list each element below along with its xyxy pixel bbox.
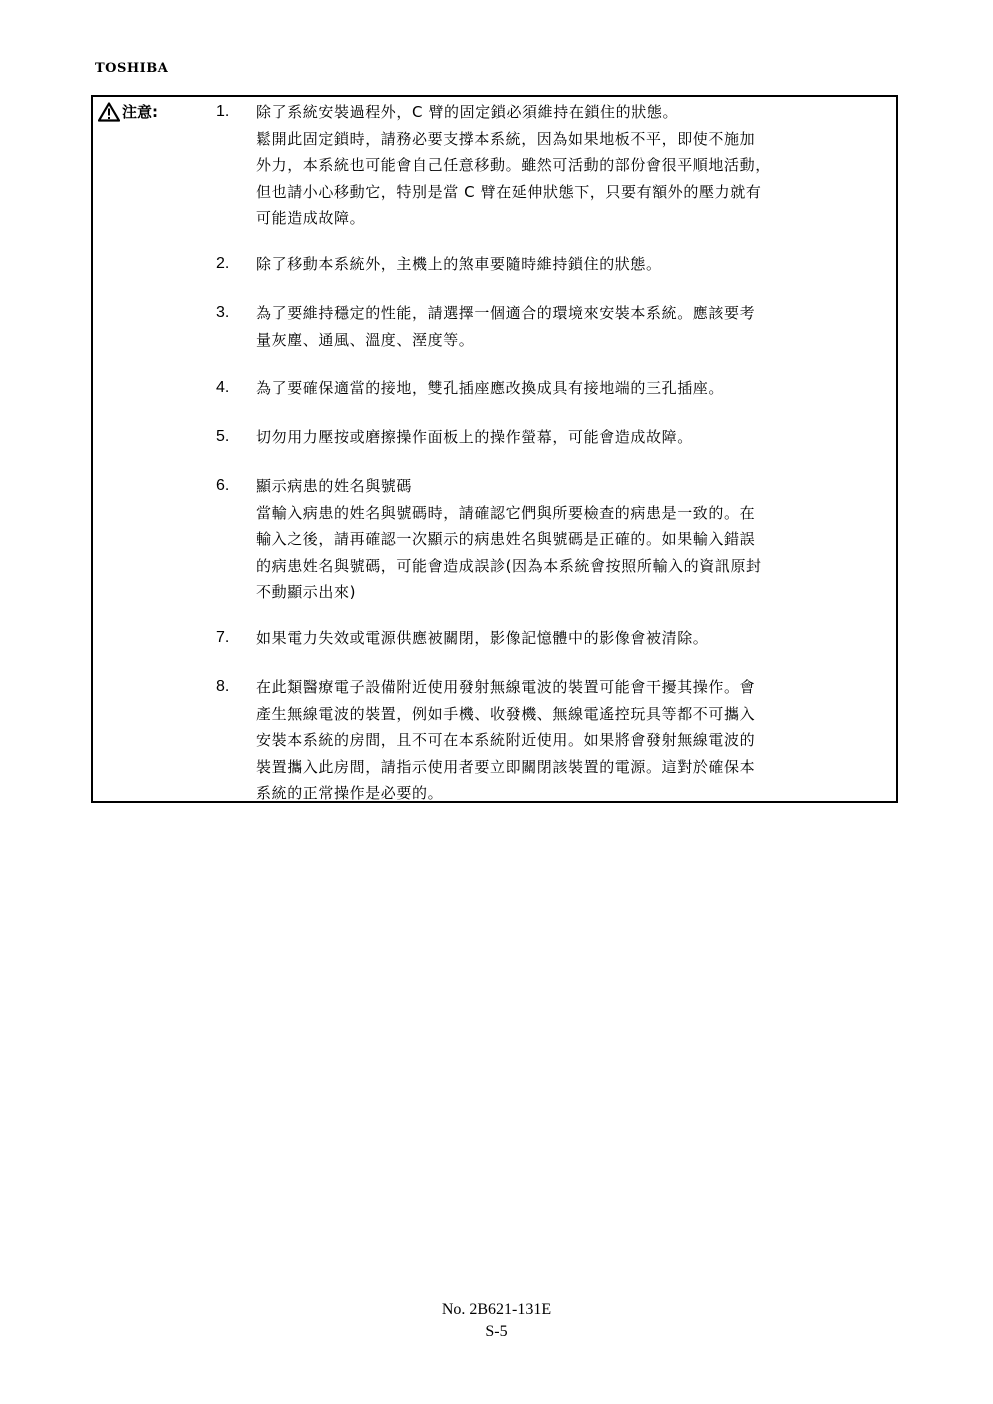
item-number: 6.	[216, 477, 230, 494]
item-line: 如果電力失效或電源供應被關閉，影像記憶體中的影像會被清除。	[256, 629, 709, 647]
item-number: 5.	[216, 428, 230, 445]
item-number: 3.	[216, 304, 230, 321]
item-line: 當輸入病患的姓名與號碼時，請確認它們與所要檢查的病患是一致的。在	[256, 503, 756, 522]
item-line: 為了要確保適當的接地，雙孔插座應改換成具有接地端的三孔插座。	[256, 379, 725, 397]
item-text	[256, 300, 897, 353]
caution-label: 注意:	[122, 103, 158, 121]
item-number: 7.	[216, 629, 230, 646]
item-line: 在此類醫療電子設備附近使用發射無線電波的裝置可能會干擾其操作。會	[256, 678, 756, 696]
caution-heading	[98, 100, 158, 124]
item-line: 顯示病患的姓名與號碼	[256, 477, 413, 495]
item-line: 的病患姓名與號碼，可能會造成誤診(因為本系統會按照所輸入的資訊原封	[256, 556, 762, 575]
page-number: S-5	[485, 1323, 508, 1340]
item-line: 除了移動本系統外，主機上的煞車要隨時維持鎖住的狀態。	[256, 255, 662, 273]
item-line: 切勿用力壓按或磨擦操作面板上的操作螢幕，可能會造成故障。	[256, 428, 693, 446]
item-line: 為了要維持穩定的性能，請選擇一個適合的環境來安裝本系統。應該要考	[256, 304, 756, 322]
item-text	[256, 625, 897, 652]
item-line: 除了系統安裝過程外，C 臂的固定鎖必須維持在鎖住的狀態。	[256, 103, 679, 121]
item-text	[256, 674, 897, 807]
item-text	[256, 99, 897, 232]
item-text	[256, 375, 897, 402]
item-text	[256, 251, 897, 278]
item-line: 量灰塵、通風、溫度、溼度等。	[256, 330, 475, 349]
item-line: 產生無線電波的裝置，例如手機、收發機、無線電遙控玩具等都不可攜入	[256, 704, 756, 723]
item-line: 裝置攜入此房間，請指示使用者要立即關閉該裝置的電源。這對於確保本	[256, 757, 756, 776]
item-number: 2.	[216, 255, 230, 272]
caution-box	[91, 95, 898, 803]
warning-triangle-icon	[98, 102, 120, 122]
item-number: 4.	[216, 379, 230, 396]
item-line: 可能造成故障。	[256, 209, 366, 227]
item-line: 外力，本系統也可能會自己任意移動。雖然可活動的部份會很平順地活動，	[256, 156, 771, 174]
document-number: No. 2B621-131E	[441, 1301, 552, 1318]
item-text	[256, 424, 897, 451]
item-line: 不動顯示出來)	[256, 583, 357, 601]
item-line: 系統的正常操作是必要的。	[256, 784, 444, 802]
item-number: 1.	[216, 103, 230, 120]
item-line: 鬆開此固定鎖時，請務必要支撐本系統，因為如果地板不平，即使不施加	[256, 129, 756, 148]
item-text	[256, 473, 897, 606]
item-line: 安裝本系統的房間，且不可在本系統附近使用。如果將會發射無線電波的	[256, 731, 756, 749]
brand-logo-text: TOSHIBA	[95, 61, 169, 76]
item-line: 輸入之後，請再確認一次顯示的病患姓名與號碼是正確的。如果輸入錯誤	[256, 530, 756, 548]
item-line: 但也請小心移動它，特別是當 C 臂在延伸狀態下，只要有額外的壓力就有	[256, 182, 762, 201]
item-number: 8.	[216, 678, 230, 695]
